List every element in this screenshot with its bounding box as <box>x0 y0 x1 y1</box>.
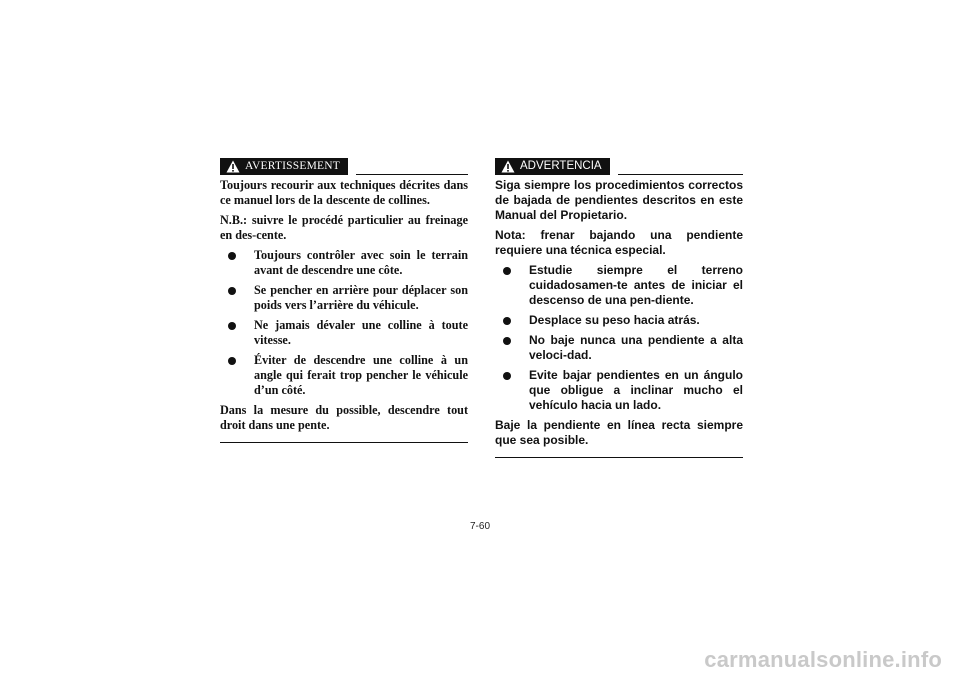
list-item <box>228 283 468 313</box>
list-item-text: Desplace su peso hacia atrás. <box>529 313 700 327</box>
warning-header <box>220 155 468 175</box>
section-end-rule <box>495 457 743 458</box>
warning-label-text: AVERTISSEMENT <box>245 160 340 172</box>
warning-header <box>495 155 743 175</box>
paragraph: Baje la pendiente en línea recta siempre que sea posible. <box>495 418 743 447</box>
list-item <box>503 333 743 363</box>
bullet-list <box>495 263 743 413</box>
warning-header-rule <box>356 174 468 175</box>
page-number: 7-60 <box>469 521 490 532</box>
list-item-text: Toujours contrôler avec soin le terrain avant de descendre une côte. <box>254 248 468 277</box>
list-item-text: Éviter de descendre une colline à un angle qui ferait trop pencher le véhicule d’un côté. <box>254 353 468 397</box>
list-item <box>228 318 468 348</box>
warning-label-box <box>495 158 610 175</box>
bullet-icon <box>228 357 236 365</box>
list-item-text: Estudie siempre el terreno cuidadosamen-te antes de iniciar el descenso de una pen-diente. <box>529 263 743 307</box>
list-item <box>503 313 743 328</box>
bullet-icon <box>228 322 236 330</box>
bullet-icon <box>503 372 511 380</box>
paragraph: Dans la mesure du possible, descendre tout droit dans une pente. <box>220 403 468 432</box>
list-item <box>228 248 468 278</box>
paragraph: Toujours recourir aux techniques décrites dans ce manuel lors de la descente de collines. <box>220 178 468 207</box>
warning-header-rule <box>618 174 743 175</box>
list-item <box>503 368 743 413</box>
bullet-icon <box>228 287 236 295</box>
spanish-warning-section <box>495 155 743 458</box>
list-item <box>503 263 743 308</box>
list-item <box>228 353 468 398</box>
section-end-rule <box>220 442 468 443</box>
warning-label-box <box>220 158 348 175</box>
list-item-text: No baje nunca una pendiente a alta veloci-dad. <box>529 333 743 362</box>
paragraph: Siga siempre los procedimientos correctos de bajada de pendientes descritos en este Manual del Propietario. <box>495 178 743 222</box>
bullet-list <box>220 248 468 398</box>
watermark: carmanualsonline.info <box>704 647 942 672</box>
french-warning-section <box>220 155 468 443</box>
warning-triangle-icon <box>226 160 240 173</box>
bullet-icon <box>503 267 511 275</box>
paragraph: N.B.: suivre le procédé particulier au freinage en des-cente. <box>220 213 468 242</box>
list-item-text: Evite bajar pendientes en un ángulo que obligue a inclinar mucho el vehículo hacia un lado. <box>529 368 743 412</box>
paragraph: Nota: frenar bajando una pendiente requiere una técnica especial. <box>495 228 743 257</box>
bullet-icon <box>228 252 236 260</box>
bullet-icon <box>503 337 511 345</box>
list-item-text: Se pencher en arrière pour déplacer son poids vers l’arrière du véhicule. <box>254 283 468 312</box>
warning-triangle-icon <box>501 160 515 173</box>
warning-label-text: ADVERTENCIA <box>520 160 602 172</box>
list-item-text: Ne jamais dévaler une colline à toute vitesse. <box>254 318 468 347</box>
bullet-icon <box>503 317 511 325</box>
